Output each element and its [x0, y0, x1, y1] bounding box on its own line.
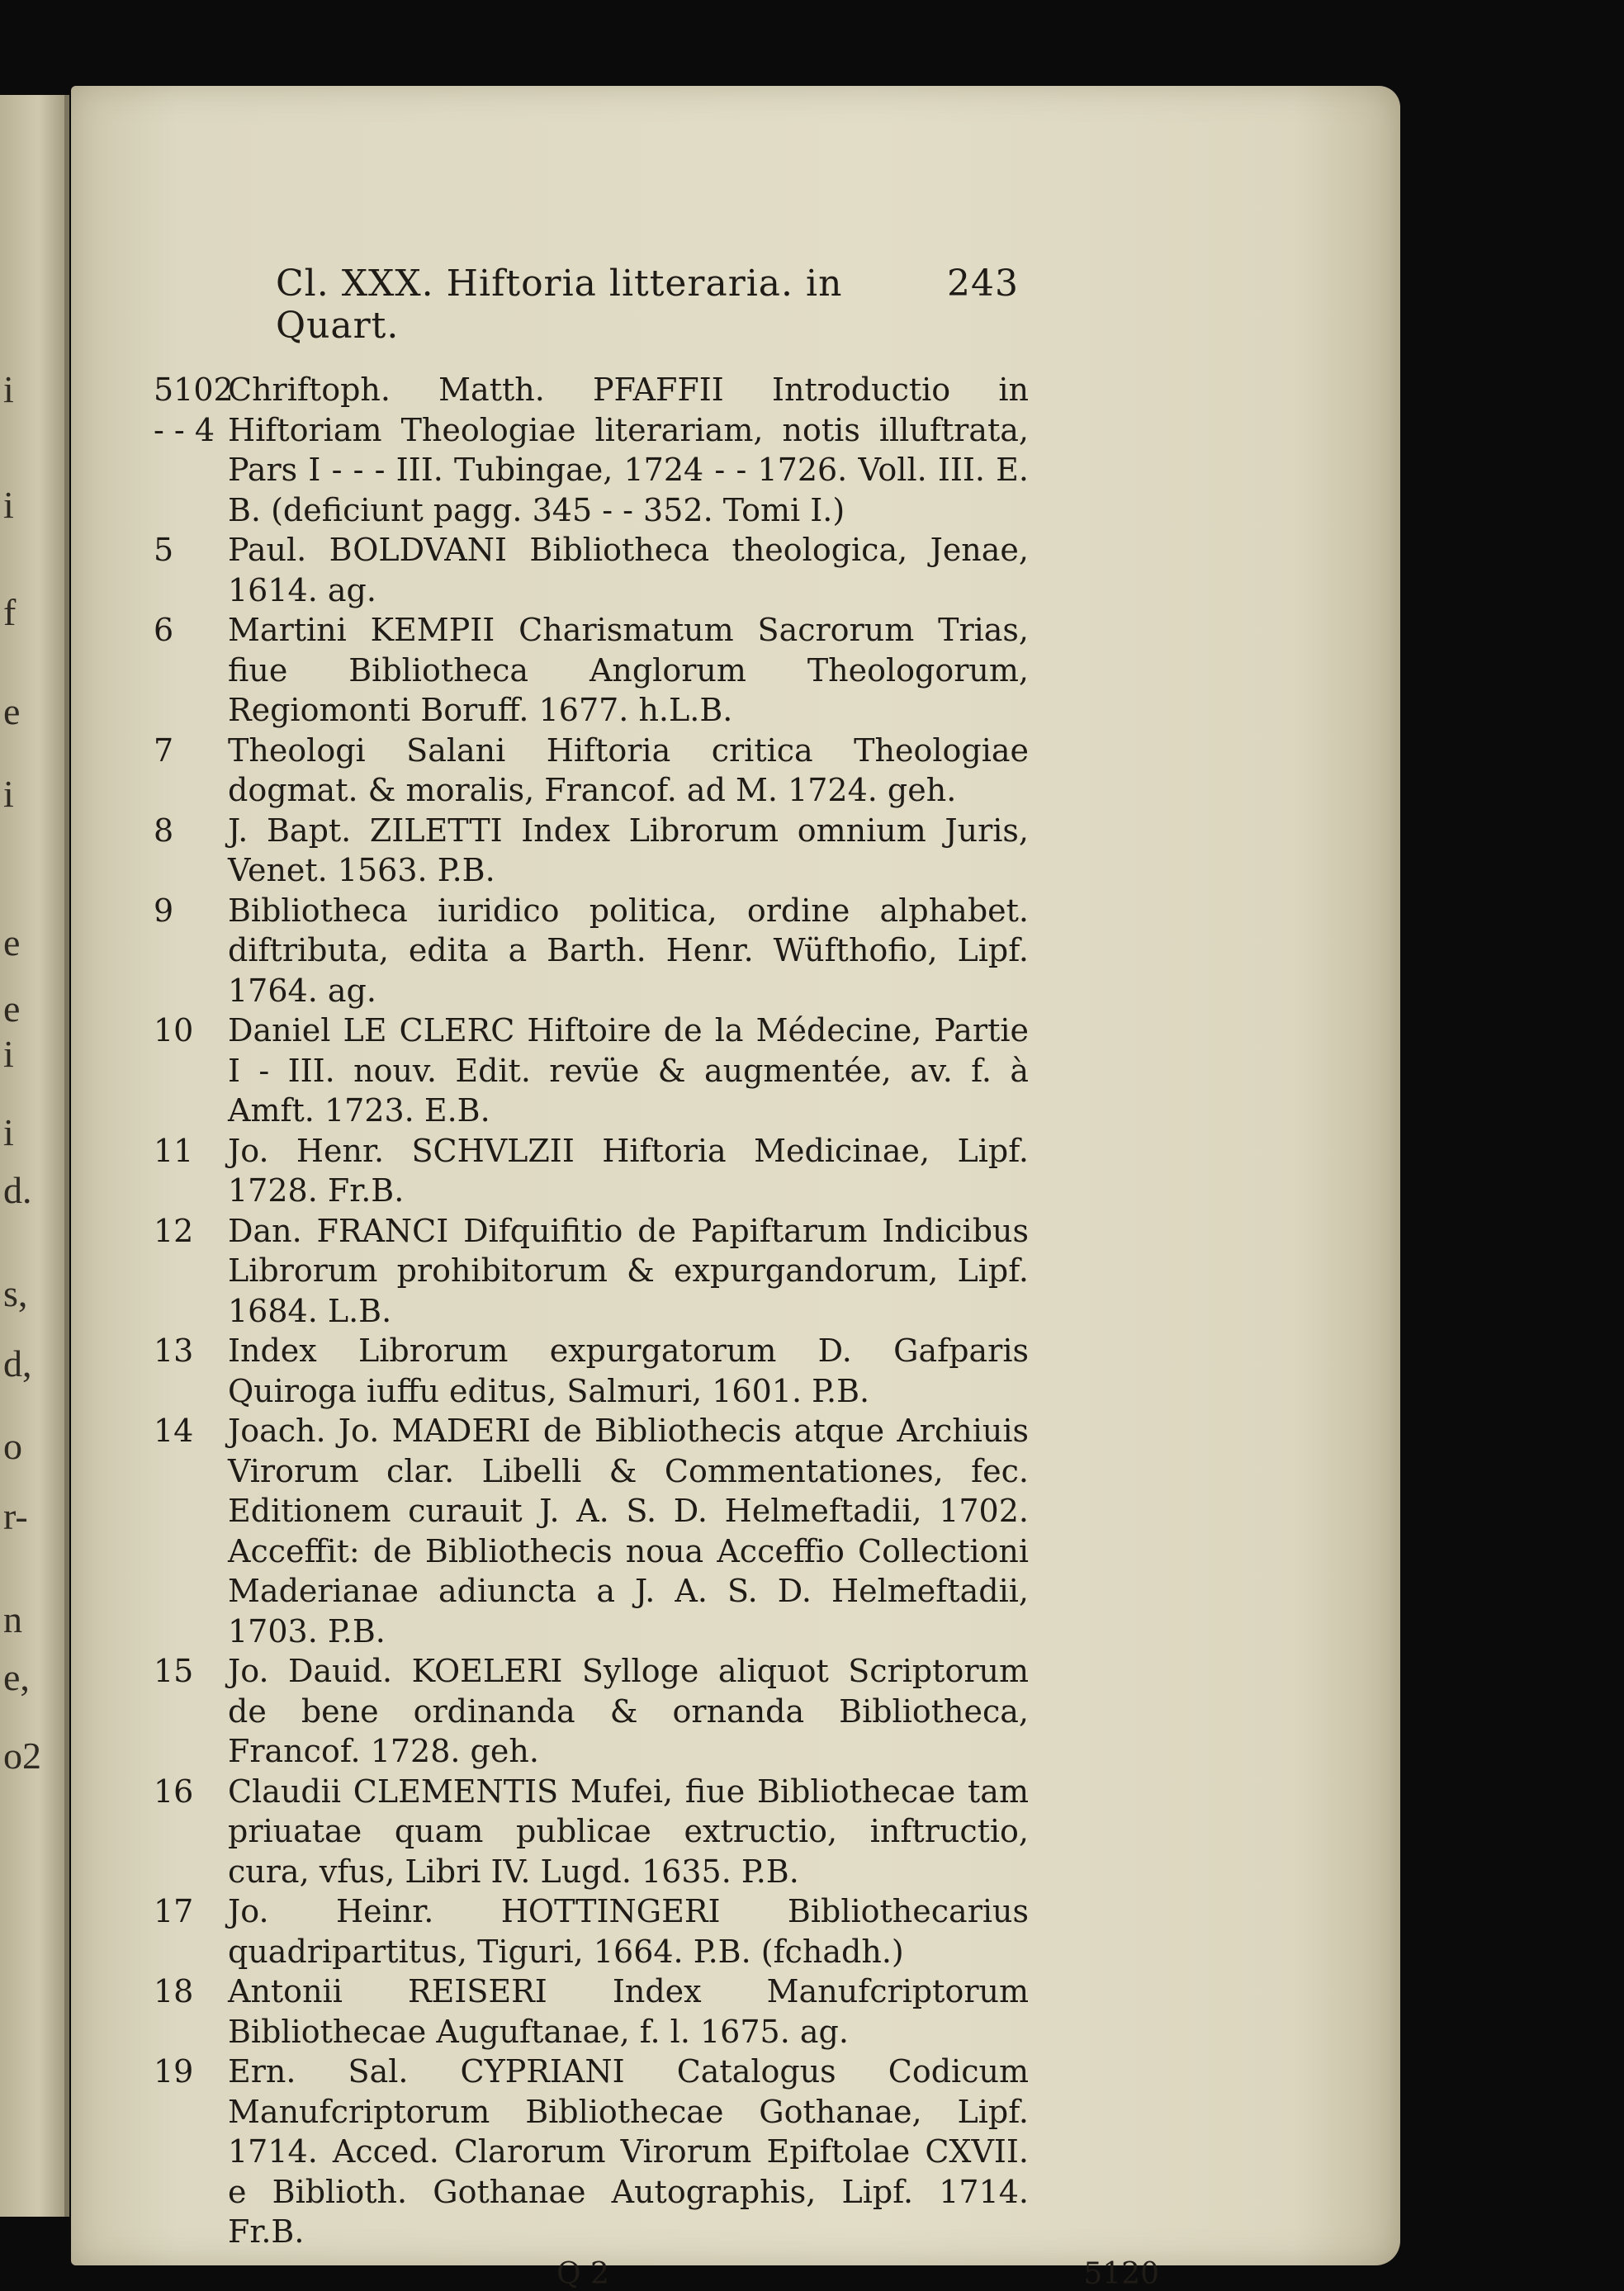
- facing-page-fragment: i: [3, 368, 14, 410]
- entry-list: [154, 370, 1029, 2252]
- facing-page-fragment: i: [3, 1111, 14, 1153]
- catalog-entry: [154, 1011, 1029, 1131]
- entry-text: Joach. Jo. MADERI de Bibliothecis atque Archiuis Virorum clar. Libelli & Commentationes, fec. Editionem curauit J. A. S. D. Helmeftadii, 1702. Acceffit: de Bibliothecis noua Acceffio Collectioni Maderianae adiuncta a J. A. S. D. Helmeftadii, 1703. P.B.: [228, 1413, 1029, 1650]
- entry-text: Jo. Dauid. KOELERI Sylloge aliquot Scriptorum de bene ordinanda & ornanda Bibliotheca, Francof. 1728. geh.: [228, 1653, 1029, 1769]
- catalog-entry: [154, 1772, 1029, 1892]
- catalog-entry: [154, 731, 1029, 811]
- entry-number: 8: [154, 812, 174, 849]
- entry-text: Theologi Salani Hiftoria critica Theologiae dogmat. & moralis, Francof. ad M. 1724. geh.: [228, 731, 1029, 808]
- entry-number: 11: [154, 1132, 194, 1169]
- entry-text: Jo. Heinr. HOTTINGERI Bibliothecarius quadripartitus, Tiguri, 1664. P.B. (fchadh.): [228, 1893, 1029, 1970]
- entry-number: 13: [154, 1332, 194, 1369]
- facing-page-fragment: i: [3, 484, 14, 526]
- page-number: 243: [947, 263, 1019, 305]
- catalog-entry: [154, 530, 1029, 610]
- entry-text: Ern. Sal. CYPRIANI Catalogus Codicum Manufcriptorum Bibliothecae Gothanae, Lipf. 1714. Acced. Clarorum Virorum Epiftolae CXVII. e Biblioth. Gothanae Autographis, Lipf. 1714. Fr.B.: [228, 2053, 1029, 2250]
- entry-number: 9: [154, 892, 174, 929]
- entry-number: 5102 - - 4: [154, 372, 234, 448]
- entry-text: Jo. Henr. SCHVLZII Hiftoria Medicinae, Lipf. 1728. Fr.B.: [228, 1132, 1029, 1209]
- facing-page-fragment: e,: [3, 1656, 30, 1698]
- catalog-entry: [154, 1411, 1029, 1651]
- facing-page-edge: [0, 95, 69, 2217]
- entry-number: 7: [154, 731, 174, 769]
- catalog-entry: [154, 610, 1029, 731]
- catalog-entry: [154, 370, 1029, 530]
- facing-page-fragment: n: [3, 1598, 22, 1640]
- facing-page-fragment: e: [3, 921, 21, 963]
- entry-text: Bibliotheca iuridico politica, ordine alphabet. diftributa, edita a Barth. Henr. Wüfthofio, Lipf. 1764. ag.: [228, 892, 1029, 1009]
- entry-number: 17: [154, 1893, 194, 1929]
- facing-page-fragment: i: [3, 1033, 14, 1075]
- facing-page-fragment: r-: [3, 1495, 28, 1537]
- catalog-entry: [154, 1131, 1029, 1211]
- entry-text: Dan. FRANCI Difquifitio de Papiftarum Indicibus Librorum prohibitorum & expurgandorum, Lipf. 1684. L.B.: [228, 1212, 1029, 1329]
- page-text: [154, 263, 1159, 2291]
- catalog-entry: [154, 1651, 1029, 1772]
- catalog-entry: [154, 2052, 1029, 2252]
- entry-number: 12: [154, 1212, 194, 1249]
- entry-number: 6: [154, 612, 174, 648]
- facing-page-fragment: s,: [3, 1272, 28, 1314]
- entry-text: Daniel LE CLERC Hiftoire de la Médecine, Partie I - III. nouv. Edit. revüe & augmentée, av. f. à Amft. 1723. E.B.: [228, 1012, 1029, 1129]
- entry-number: 19: [154, 2053, 194, 2090]
- facing-page-fragment: e: [3, 690, 21, 732]
- entry-number: 14: [154, 1413, 194, 1449]
- entry-number: 10: [154, 1012, 194, 1048]
- catchword: 5120: [1083, 2256, 1159, 2291]
- facing-page-fragment: o: [3, 1425, 22, 1467]
- facing-page-fragment: f: [3, 591, 17, 633]
- entry-text: J. Bapt. ZILETTI Index Librorum omnium Juris, Venet. 1563. P.B.: [228, 812, 1029, 888]
- catalog-entry: [154, 1331, 1029, 1411]
- entry-number: 16: [154, 1773, 194, 1810]
- entry-text: Index Librorum expurgatorum D. Gafparis Quiroga iuffu editus, Salmuri, 1601. P.B.: [228, 1332, 1029, 1409]
- entry-text: Chriftoph. Matth. PFAFFII Introductio in Hiftoriam Theologiae literariam, notis illuftrata, Pars I - - - III. Tubingae, 1724 - - 1726. Voll. III. E. B. (deficiunt pagg. 345 - - 352. Tomi I.): [228, 372, 1029, 528]
- header-title: Cl. XXX. Hiftoria litteraria. in Quart.: [276, 263, 843, 347]
- entry-text: Martini KEMPII Charismatum Sacrorum Trias, fiue Bibliotheca Anglorum Theologorum, Regiomonti Boruff. 1677. h.L.B.: [228, 612, 1029, 728]
- catalog-entry: [154, 1211, 1029, 1332]
- entry-number: 18: [154, 1973, 194, 2009]
- entry-number: 5: [154, 532, 174, 568]
- facing-page-fragment: o2: [3, 1735, 41, 1777]
- page-footer: [556, 2257, 1159, 2291]
- catalog-entry: [154, 1891, 1029, 1971]
- catalog-entry: [154, 811, 1029, 891]
- running-header: [276, 263, 1019, 347]
- entry-text: Claudii CLEMENTIS Mufei, fiue Bibliothecae tam priuatae quam publicae extructio, inftructio, cura, vfus, Libri IV. Lugd. 1635. P.B.: [228, 1773, 1029, 1890]
- catalog-entry: [154, 1971, 1029, 2052]
- catalog-entry: [154, 891, 1029, 1011]
- entry-number: 15: [154, 1653, 194, 1689]
- facing-page-fragment: i: [3, 773, 14, 815]
- entry-text: Paul. BOLDVANI Bibliotheca theologica, Jenae, 1614. ag.: [228, 532, 1029, 608]
- facing-page-fragment: d.: [3, 1169, 32, 1211]
- facing-page-fragment: e: [3, 987, 21, 1030]
- facing-page-fragment: d,: [3, 1342, 32, 1385]
- signature-mark: Q 2: [556, 2256, 609, 2291]
- entry-text: Antonii REISERI Index Manufcriptorum Bibliothecae Auguftanae, f. l. 1675. ag.: [228, 1973, 1029, 2050]
